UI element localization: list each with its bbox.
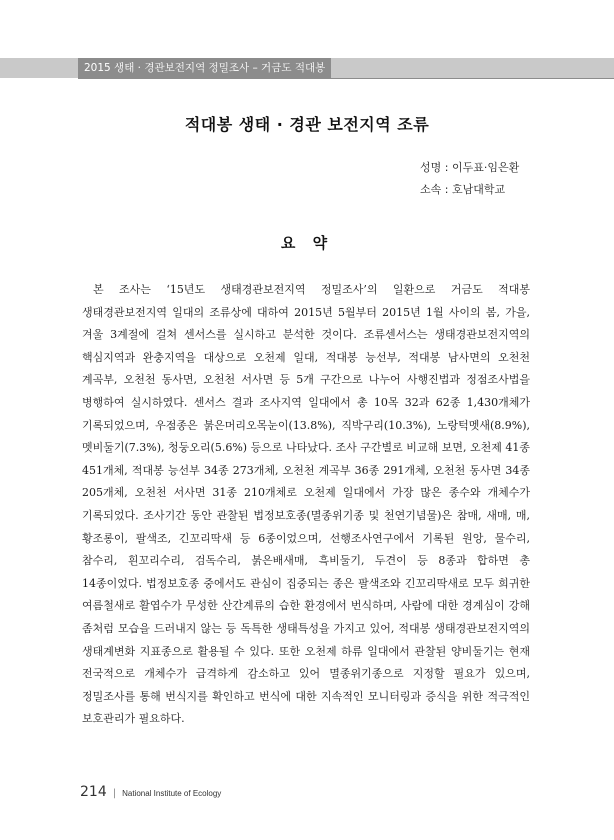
article-title: 적대봉 생태 · 경관 보전지역 조류: [184, 115, 430, 134]
footer-separator: |: [112, 788, 117, 799]
abstract-text: 본 조사는 ‘15년도 생태경관보전지역 정밀조사’의 일환으로 거금도 적대봉 생태경관보전지역 일대의 조류상에 대하여 2015년 5월부터 2015년 1월 사이의 봄, 가을, 겨울 3계절에 걸쳐 센서스를 실시하고 분석한 것이다. 조류센서스는 생태경관보전지역의 핵심지역과 완충지역을 대상으로 오천제 일대, 적대봉 능선부, 적대봉 남사면의 오천천 계곡부, 오천천 동사면, 오천천 서사면 등 5개 구간으로 나누어 사행진법과 정점조사법을 병행하여 실시하였다. 센서스 결과 조사지역 일대에서 총 10목 32과 62종 1,430개체가 기록되었으며, 우점종은 붉은머리오목눈이(13.8%), 직박구리(10.3%), 노랑턱멧새(8.9%), 멧비둘기(7.3%), 청둥오리(5.6%) 등으로 나타났다. 조사 구간별로 비교해 보면, 오천제 41종 451개체, 적대봉 능선부 34종 273개체, 오천천 계곡부 36종 291개체, 오천천 동사면 34종 205개체, 오천천 서사면 31종 210개체로 오천제 일대에서 가장 많은 종수와 개체수가 기록되었다. 조사기간 동안 관찰된 법정보호종(멸종위기종 및 천연기념물)은 참매, 새매, 매, 황조롱이, 팔색조, 긴꼬리딱새 등 6종이었으며, 선행조사연구에서 기록된 원앙, 물수리, 참수리, 흰꼬리수리, 검독수리, 붉은배새매, 흑비둘기, 두견이 등 8종과 합하면 총 14종이었다. 법정보호종 중에서도 관심이 집중되는 종은 팔색조와 긴꼬리딱새로 모두 희귀한 여름철새로 활엽수가 무성한 산간계류의 습한 환경에서 번식하며, 사람에 대한 경계심이 강해 좀처럼 모습을 드러내지 않는 등 독특한 생태특성을 가지고 있어, 적대봉 생태경관보전지역의 생태계변화 지표종으로 활용될 수 있다. 또한 오천제 하류 일대에서 관찰된 양비둘기는 현재 전국적으로 개체수가 급격하게 감소하고 있어 멸종위기종으로 지정할 필요가 있으며, 정밀조사를 통해 번식지를 확인하고 번식에 대한 지속적인 모니터링과 증식을 위한 적극적인 보호관리가 필요하다.: [82, 283, 530, 726]
affiliation-line: 소속 : 호남대학교: [420, 183, 506, 196]
header-rule: [78, 78, 614, 79]
page-number: 214: [80, 784, 107, 800]
institute-name: National Institute of Ecology: [122, 789, 222, 798]
author-line: 성명 : 이두표·임은환: [420, 161, 520, 174]
abstract-body: [82, 279, 530, 731]
summary-heading: 요 약: [280, 234, 334, 252]
page-footer: [80, 781, 221, 800]
running-header: 2015 생태 · 경관보전지역 정밀조사 – 거금도 적대봉: [78, 58, 331, 78]
